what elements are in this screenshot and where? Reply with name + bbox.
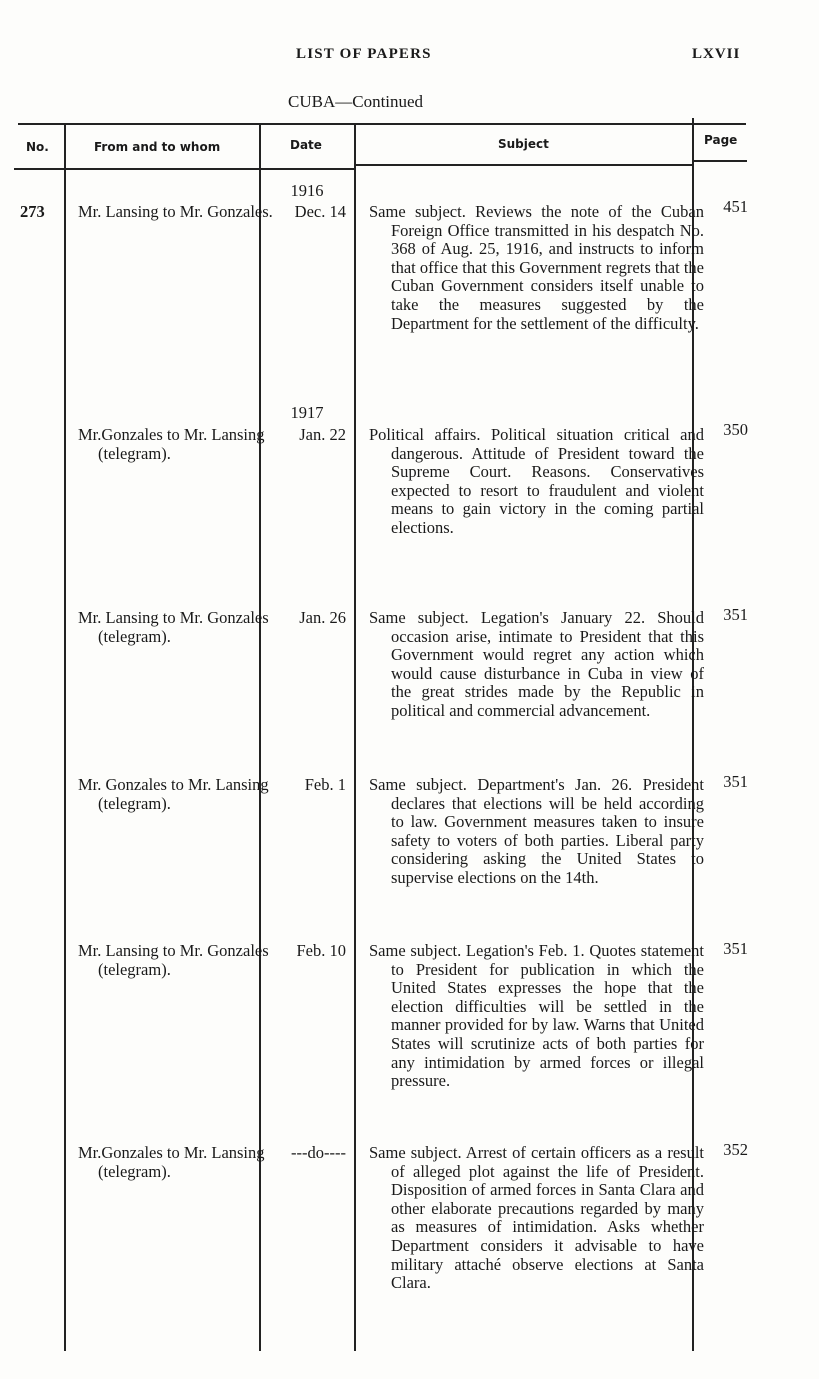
year-marker: 1916 [290, 181, 324, 200]
subject-cell: Same subject. Legation's January 22. Should occasion arise, intimate to President that this Government would regret any action which would cause disturbance in Cuba in view of the great strides made by the Republic in political and commercial advancement. [369, 608, 704, 720]
column-header-subject: Subject [498, 137, 549, 151]
column-header-no: No. [26, 140, 49, 154]
subject-cell: Same subject. Legation's Feb. 1. Quotes statement to President for publication in which the United States expresses the hope that the election difficulties will be settled in the manner provided for by law. Warns that United States will scrutinize acts of both parties for any intimidation by armed forces or illegal pressure. [369, 941, 704, 1091]
subject-cell: Same subject. Arrest of certain officers as a result of alleged plot against the life of President. Disposition of armed forces in Santa Clara and other elaborate precautions regarded by many as measures of intimidation. Asks whether Department considers it advisable to have military attaché observe elections at Santa Clara. [369, 1143, 704, 1293]
column-divider [64, 124, 66, 1351]
column-divider [354, 124, 356, 1351]
table-top-rule [18, 123, 746, 125]
column-header-page: Page [704, 133, 738, 147]
from-to-cell: Mr. Gonzales to Mr. Lansing (telegram). [78, 775, 269, 813]
page-cell: 351 [723, 605, 748, 624]
date-cell: Feb. 1 [304, 775, 346, 794]
from-to-cell: Mr. Lansing to Mr. Gonzales. [78, 202, 273, 221]
page-folio: LXVII [692, 46, 741, 62]
date-cell: ---do---- [291, 1143, 346, 1162]
subject-cell: Political affairs. Political situation critical and dangerous. Attitude of President toward the Supreme Court. Reasons. Conservatives expected to resort to fraudulent and violent means to gain victory in the coming partial elections. [369, 425, 704, 537]
from-to-cell: Mr. Lansing to Mr. Gonzales (telegram). [78, 608, 269, 646]
row-number: 273 [20, 202, 45, 221]
subject-cell: Same subject. Reviews the note of the Cuban Foreign Office transmitted in his despatch No. 368 of Aug. 25, 1916, and instructs to inform that office that this Government regrets that the Cuban Government considers itself unable to take the measures suggested by the Department for the settlement of the difficulty. [369, 202, 704, 333]
header-bottom-rule-page [692, 160, 747, 162]
header-bottom-rule-subject [355, 164, 692, 166]
year-marker: 1917 [290, 403, 324, 422]
column-header-date: Date [290, 138, 322, 152]
section-title: CUBA—Continued [288, 92, 424, 111]
page-cell: 451 [723, 197, 748, 216]
date-cell: Feb. 10 [296, 941, 346, 960]
date-cell: Dec. 14 [294, 202, 346, 221]
page-cell: 352 [723, 1140, 748, 1159]
page-cell: 351 [723, 939, 748, 958]
date-cell: Jan. 22 [299, 425, 346, 444]
date-cell: Jan. 26 [299, 608, 346, 627]
from-to-cell: Mr. Lansing to Mr. Gonzales (telegram). [78, 941, 269, 979]
from-to-cell: Mr.Gonzales to Mr. Lansing (telegram). [78, 1143, 265, 1181]
column-header-from-to: From and to whom [94, 140, 221, 154]
page-cell: 350 [723, 420, 748, 439]
from-to-cell: Mr.Gonzales to Mr. Lansing (telegram). [78, 425, 265, 463]
subject-cell: Same subject. Department's Jan. 26. President declares that elections will be held according to law. Government measures taken to insure safety to voters of both parties. Liberal party considering asking the United States to supervise elections on the 14th. [369, 775, 704, 887]
running-title: LIST OF PAPERS [296, 46, 432, 62]
page-cell: 351 [723, 772, 748, 791]
